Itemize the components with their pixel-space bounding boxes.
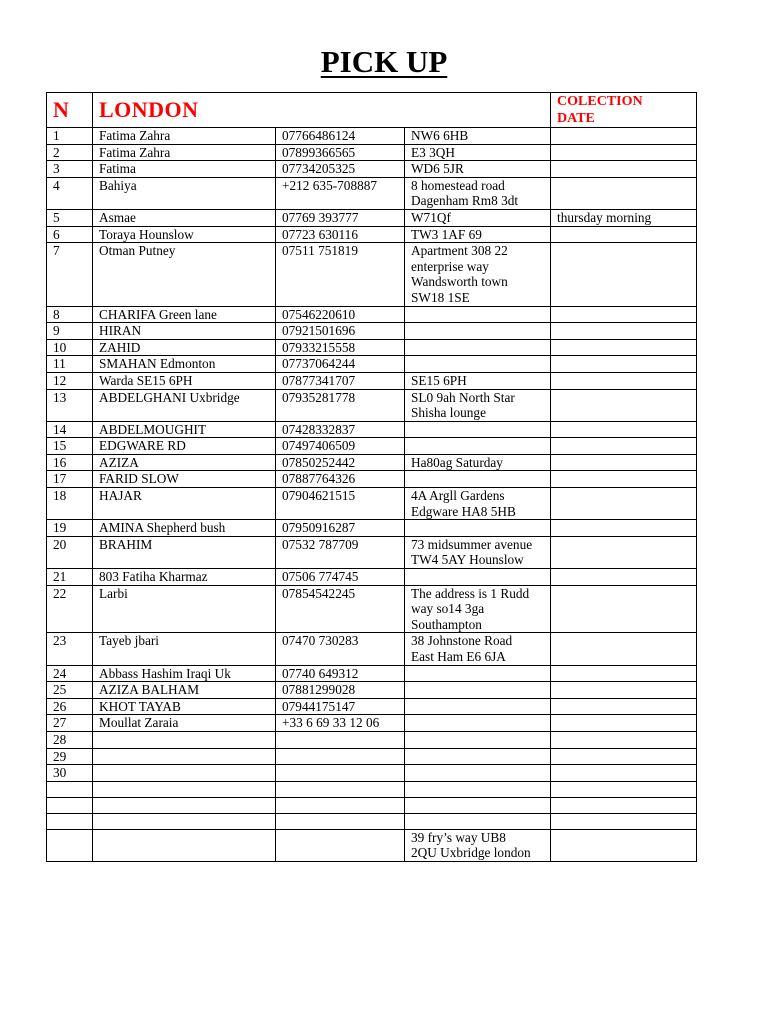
cell-name: AMINA Shepherd bush xyxy=(93,520,276,537)
cell-address xyxy=(405,339,551,356)
table-row xyxy=(47,339,697,356)
cell-name: Moullat Zaraia xyxy=(93,715,276,732)
cell-phone: 07497406509 xyxy=(276,438,405,455)
table-row xyxy=(47,372,697,389)
cell-address xyxy=(405,731,551,748)
cell-name: ABDELGHANI Uxbridge xyxy=(93,389,276,421)
cell-collection-date xyxy=(551,585,697,633)
table-row xyxy=(47,682,697,699)
address-line: 2QU Uxbridge london xyxy=(411,845,531,861)
cell-number: 4 xyxy=(47,177,93,209)
table-row xyxy=(47,177,697,209)
cell-address xyxy=(405,682,551,699)
table-row xyxy=(47,226,697,243)
cell-name: AZIZA BALHAM xyxy=(93,682,276,699)
cell-number: 20 xyxy=(47,536,93,568)
table-row xyxy=(47,765,697,782)
cell-address xyxy=(405,177,551,209)
cell-address xyxy=(405,813,551,829)
cell-name xyxy=(93,813,276,829)
address-line: E3 3QH xyxy=(411,144,455,160)
cell-name: Toraya Hounslow xyxy=(93,226,276,243)
cell-name: Warda SE15 6PH xyxy=(93,372,276,389)
cell-number: 21 xyxy=(47,569,93,586)
address-line: way so14 3ga xyxy=(411,601,485,617)
cell-phone: 07854542245 xyxy=(276,585,405,633)
cell-phone: 07944175147 xyxy=(276,698,405,715)
cell-name: CHARIFA Green lane xyxy=(93,306,276,323)
address-line: Southampton xyxy=(411,616,482,632)
cell-number: 12 xyxy=(47,372,93,389)
cell-address xyxy=(405,765,551,782)
cell-number xyxy=(47,829,93,861)
address-line: TW3 1AF 69 xyxy=(411,226,482,242)
cell-number: 25 xyxy=(47,682,93,699)
cell-name: FARID SLOW xyxy=(93,471,276,488)
cell-number: 28 xyxy=(47,731,93,748)
cell-collection-date xyxy=(551,781,697,797)
table-row xyxy=(47,471,697,488)
address-line: Ha80ag Saturday xyxy=(411,454,503,470)
table-row xyxy=(47,323,697,340)
cell-phone: 07877341707 xyxy=(276,372,405,389)
cell-collection-date: thursday morning xyxy=(551,209,697,226)
cell-number: 18 xyxy=(47,488,93,520)
address-line: 39 fry’s way UB8 xyxy=(411,829,506,845)
table-row xyxy=(47,243,697,306)
table-row xyxy=(47,421,697,438)
header-collection-date-line1: COLECTION xyxy=(557,94,643,109)
table-row xyxy=(47,797,697,813)
cell-number xyxy=(47,813,93,829)
address-line: SE15 6PH xyxy=(411,372,467,388)
cell-name: Otman Putney xyxy=(93,243,276,306)
cell-number: 10 xyxy=(47,339,93,356)
table-row xyxy=(47,569,697,586)
address-line: TW4 5AY Hounslow xyxy=(411,552,524,568)
cell-phone: 07546220610 xyxy=(276,306,405,323)
cell-number: 23 xyxy=(47,633,93,665)
address-line: SW18 1SE xyxy=(411,289,470,305)
cell-name: Tayeb jbari xyxy=(93,633,276,665)
cell-number xyxy=(47,797,93,813)
address-line: W71Qf xyxy=(411,209,451,225)
cell-name: Larbi xyxy=(93,585,276,633)
cell-address xyxy=(405,454,551,471)
cell-number: 3 xyxy=(47,161,93,178)
address-line: WD6 5JR xyxy=(411,161,464,177)
cell-name: KHOT TAYAB xyxy=(93,698,276,715)
table-row xyxy=(47,356,697,373)
cell-number: 17 xyxy=(47,471,93,488)
cell-number: 9 xyxy=(47,323,93,340)
cell-name: Fatima Zahra xyxy=(93,128,276,145)
cell-phone: 07899366565 xyxy=(276,144,405,161)
cell-phone xyxy=(276,748,405,765)
cell-collection-date xyxy=(551,797,697,813)
cell-name: ZAHID xyxy=(93,339,276,356)
cell-address xyxy=(405,633,551,665)
cell-phone: 07881299028 xyxy=(276,682,405,699)
cell-address xyxy=(405,520,551,537)
cell-address xyxy=(405,471,551,488)
cell-number: 5 xyxy=(47,209,93,226)
cell-phone: 07769 393777 xyxy=(276,209,405,226)
cell-name: EDGWARE RD xyxy=(93,438,276,455)
cell-collection-date xyxy=(551,177,697,209)
cell-name: AZIZA xyxy=(93,454,276,471)
cell-address xyxy=(405,715,551,732)
table-row xyxy=(47,144,697,161)
cell-name: ABDELMOUGHIT xyxy=(93,421,276,438)
table-row xyxy=(47,438,697,455)
table-row xyxy=(47,633,697,665)
cell-address xyxy=(405,144,551,161)
cell-phone: 07532 787709 xyxy=(276,536,405,568)
cell-phone: 07887764326 xyxy=(276,471,405,488)
table-row xyxy=(47,781,697,797)
page-title-text: PICK UP xyxy=(320,44,448,79)
cell-collection-date xyxy=(551,698,697,715)
cell-address xyxy=(405,698,551,715)
cell-number xyxy=(47,781,93,797)
cell-name: Fatima Zahra xyxy=(93,144,276,161)
cell-phone: 07850252442 xyxy=(276,454,405,471)
cell-phone: 07723 630116 xyxy=(276,226,405,243)
cell-address xyxy=(405,323,551,340)
cell-address xyxy=(405,665,551,682)
table-row xyxy=(47,813,697,829)
table-row xyxy=(47,488,697,520)
address-line: East Ham E6 6JA xyxy=(411,649,506,664)
cell-phone xyxy=(276,781,405,797)
address-line: The address is 1 Rudd xyxy=(411,585,530,601)
cell-address xyxy=(405,306,551,323)
address-line: 73 midsummer avenue xyxy=(411,536,533,552)
cell-number: 8 xyxy=(47,306,93,323)
cell-phone xyxy=(276,765,405,782)
page-title xyxy=(0,42,768,82)
cell-number: 19 xyxy=(47,520,93,537)
header-city: LONDON xyxy=(93,93,551,128)
table-row xyxy=(47,698,697,715)
cell-name xyxy=(93,731,276,748)
table-row xyxy=(47,731,697,748)
cell-number: 29 xyxy=(47,748,93,765)
cell-collection-date xyxy=(551,226,697,243)
table-row xyxy=(47,536,697,568)
cell-phone: 07904621515 xyxy=(276,488,405,520)
cell-phone: 07921501696 xyxy=(276,323,405,340)
cell-name: Bahiya xyxy=(93,177,276,209)
cell-collection-date xyxy=(551,323,697,340)
table-row xyxy=(47,585,697,633)
cell-address xyxy=(405,438,551,455)
address-line: Apartment 308 22 xyxy=(411,243,508,259)
cell-collection-date xyxy=(551,829,697,861)
cell-collection-date xyxy=(551,633,697,665)
address-line: Edgware HA8 5HB xyxy=(411,503,516,519)
table-row xyxy=(47,829,697,861)
cell-number: 22 xyxy=(47,585,93,633)
cell-number: 24 xyxy=(47,665,93,682)
cell-number: 15 xyxy=(47,438,93,455)
cell-name: HAJAR xyxy=(93,488,276,520)
table-body xyxy=(47,128,697,862)
cell-collection-date xyxy=(551,161,697,178)
cell-phone: 07737064244 xyxy=(276,356,405,373)
table-row xyxy=(47,715,697,732)
cell-name xyxy=(93,748,276,765)
cell-phone xyxy=(276,829,405,861)
cell-address xyxy=(405,781,551,797)
cell-address xyxy=(405,243,551,306)
header-collection-date xyxy=(551,93,697,128)
cell-number: 13 xyxy=(47,389,93,421)
cell-phone: 07511 751819 xyxy=(276,243,405,306)
cell-address xyxy=(405,128,551,145)
address-line: Dagenham Rm8 3dt xyxy=(411,193,519,209)
cell-address xyxy=(405,748,551,765)
cell-collection-date xyxy=(551,488,697,520)
cell-name: Abbass Hashim Iraqi Uk xyxy=(93,665,276,682)
address-line: 38 Johnstone Road xyxy=(411,633,513,649)
address-line: SL0 9ah North Star xyxy=(411,389,515,405)
table-row xyxy=(47,665,697,682)
cell-phone: 07766486124 xyxy=(276,128,405,145)
cell-collection-date xyxy=(551,569,697,586)
cell-collection-date xyxy=(551,356,697,373)
cell-collection-date xyxy=(551,520,697,537)
cell-phone: 07506 774745 xyxy=(276,569,405,586)
table-row xyxy=(47,161,697,178)
cell-address xyxy=(405,536,551,568)
table-row xyxy=(47,454,697,471)
cell-name xyxy=(93,829,276,861)
cell-collection-date xyxy=(551,731,697,748)
cell-name xyxy=(93,797,276,813)
cell-number: 11 xyxy=(47,356,93,373)
pickup-table xyxy=(46,92,697,862)
cell-phone: 07933215558 xyxy=(276,339,405,356)
header-number: N xyxy=(47,93,93,128)
cell-collection-date xyxy=(551,813,697,829)
cell-address xyxy=(405,209,551,226)
cell-number: 6 xyxy=(47,226,93,243)
cell-phone: 07734205325 xyxy=(276,161,405,178)
header-collection-date-line2: DATE xyxy=(557,111,595,126)
cell-collection-date xyxy=(551,438,697,455)
cell-phone: 07470 730283 xyxy=(276,633,405,665)
cell-address xyxy=(405,226,551,243)
cell-phone: 07428332837 xyxy=(276,421,405,438)
cell-collection-date xyxy=(551,536,697,568)
cell-address xyxy=(405,389,551,421)
cell-phone: +212 635-708887 xyxy=(276,177,405,209)
cell-name: 803 Fatiha Kharmaz xyxy=(93,569,276,586)
table-row xyxy=(47,748,697,765)
cell-number: 30 xyxy=(47,765,93,782)
cell-phone: 07950916287 xyxy=(276,520,405,537)
table-row xyxy=(47,306,697,323)
address-line: Shisha lounge xyxy=(411,405,486,421)
cell-phone xyxy=(276,797,405,813)
cell-address xyxy=(405,569,551,586)
cell-phone xyxy=(276,813,405,829)
table-row xyxy=(47,128,697,145)
cell-number: 2 xyxy=(47,144,93,161)
cell-name xyxy=(93,765,276,782)
header-row xyxy=(47,93,697,128)
cell-collection-date xyxy=(551,144,697,161)
cell-number: 7 xyxy=(47,243,93,306)
cell-name: SMAHAN Edmonton xyxy=(93,356,276,373)
cell-collection-date xyxy=(551,454,697,471)
cell-number: 26 xyxy=(47,698,93,715)
cell-address xyxy=(405,356,551,373)
address-line: NW6 6HB xyxy=(411,128,469,143)
cell-address xyxy=(405,585,551,633)
table-row xyxy=(47,209,697,226)
cell-collection-date xyxy=(551,389,697,421)
cell-collection-date xyxy=(551,748,697,765)
cell-number: 14 xyxy=(47,421,93,438)
cell-address xyxy=(405,372,551,389)
address-line: 4A Argll Gardens xyxy=(411,488,505,504)
cell-number: 27 xyxy=(47,715,93,732)
cell-address xyxy=(405,829,551,861)
cell-phone: +33 6 69 33 12 06 xyxy=(276,715,405,732)
cell-collection-date xyxy=(551,682,697,699)
cell-collection-date xyxy=(551,421,697,438)
cell-address xyxy=(405,421,551,438)
cell-address xyxy=(405,797,551,813)
cell-collection-date xyxy=(551,128,697,145)
cell-name: BRAHIM xyxy=(93,536,276,568)
cell-name: Fatima xyxy=(93,161,276,178)
cell-collection-date xyxy=(551,765,697,782)
cell-collection-date xyxy=(551,471,697,488)
cell-collection-date xyxy=(551,665,697,682)
address-line: enterprise way xyxy=(411,258,489,274)
cell-phone: 07740 649312 xyxy=(276,665,405,682)
table-row xyxy=(47,520,697,537)
cell-address xyxy=(405,488,551,520)
cell-collection-date xyxy=(551,715,697,732)
cell-number: 1 xyxy=(47,128,93,145)
cell-collection-date xyxy=(551,372,697,389)
cell-collection-date xyxy=(551,243,697,306)
address-line: 8 homestead road xyxy=(411,177,505,193)
cell-name: Asmae xyxy=(93,209,276,226)
cell-number: 16 xyxy=(47,454,93,471)
cell-collection-date xyxy=(551,306,697,323)
cell-address xyxy=(405,161,551,178)
table-row xyxy=(47,389,697,421)
cell-phone xyxy=(276,731,405,748)
cell-phone: 07935281778 xyxy=(276,389,405,421)
address-line: Wandsworth town xyxy=(411,274,508,290)
cell-collection-date xyxy=(551,339,697,356)
cell-name: HIRAN xyxy=(93,323,276,340)
cell-name xyxy=(93,781,276,797)
